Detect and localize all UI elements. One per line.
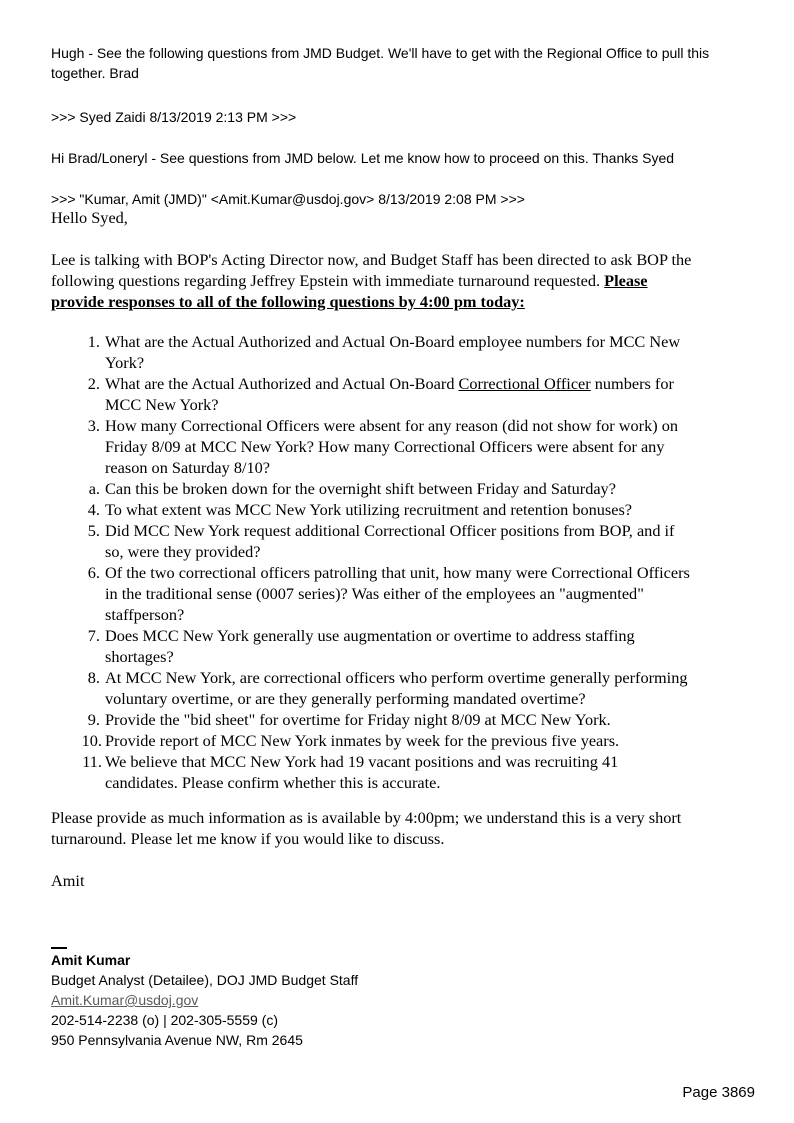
question-text: Provide the "bid sheet" for overtime for Friday night 8/09 at MCC New York. [105,710,611,729]
question-number: 7. [87,626,100,645]
request-deadline-start: Please [604,271,648,290]
question-number: 9. [87,710,100,729]
question-number: 4. [87,500,100,519]
question-text: At MCC New York, are correctional officers who perform overtime generally performing [105,668,688,687]
email-signature [51,950,551,1050]
question-text: staffperson? [105,605,185,624]
question-text: candidates. Please confirm whether this is accurate. [105,773,441,792]
question-underlined-term: Correctional Officer [458,374,591,393]
question-3 [51,415,761,478]
request-deadline: provide responses to all of the following questions by 4:00 pm today: [51,292,525,311]
question-number: 8. [87,668,100,687]
forward-header-syed: >>> Syed Zaidi 8/13/2019 2:13 PM >>> [51,109,297,125]
intro-paragraph [51,43,749,83]
question-text: Did MCC New York request additional Correctional Officer positions from BOP, and if [105,521,675,540]
question-text: shortages? [105,647,174,666]
question-text: in the traditional sense (0007 series)? Was either of the employees an "augmented" [105,584,644,603]
signature-title: Budget Analyst (Detailee), DOJ JMD Budget Staff [51,972,359,988]
syed-message: Hi Brad/Loneryl - See questions from JMD below. Let me know how to proceed on this. Thanks Syed [51,150,675,166]
subquestion-text: Can this be broken down for the overnight shift between Friday and Saturday? [105,479,616,498]
forward-header-kumar: >>> "Kumar, Amit (JMD)" <Amit.Kumar@usdoj.gov> 8/13/2019 2:08 PM >>> [51,191,525,207]
question-8 [51,667,761,709]
question-number: 11. [82,752,102,771]
question-2 [51,373,761,415]
question-number: 3. [87,416,100,435]
question-number: 1. [87,332,100,351]
question-5 [51,520,761,562]
request-line-1: Lee is talking with BOP's Acting Director now, and Budget Staff has been directed to ask BOP the [51,250,692,269]
request-line-3 [51,291,757,312]
signature-email-link[interactable]: Amit.Kumar@usdoj.gov [51,992,199,1008]
closing-line-2: turnaround. Please let me know if you would like to discuss. [51,829,445,848]
page-number: Page 3869 [682,1084,755,1101]
question-text: York? [105,353,145,372]
intro-line-1: Hugh - See the following questions from JMD Budget. We'll have to get with the Regional Office to pull this [51,45,710,61]
question-text: We believe that MCC New York had 19 vacant positions and was recruiting 41 [105,752,619,771]
question-7 [51,625,761,667]
closing-paragraph [51,807,763,849]
question-number: 2. [87,374,100,393]
question-text: voluntary overtime, or are they generally performing mandated overtime? [105,689,586,708]
signature-phone: 202-514-2238 (o) | 202-305-5559 (c) [51,1012,279,1028]
question-6 [51,562,761,625]
closing-line-1: Please provide as much information as is available by 4:00pm; we understand this is a very short [51,808,682,827]
question-3a [51,478,761,499]
question-text-part: numbers for [590,374,674,393]
signature-address: 950 Pennsylvania Avenue NW, Rm 2645 [51,1032,303,1048]
question-text: Of the two correctional officers patrolling that unit, how many were Correctional Officers [105,563,690,582]
signoff: Amit [51,871,85,890]
signature-name: Amit Kumar [51,952,131,968]
request-paragraph [51,249,757,312]
question-number: 10. [81,731,102,750]
question-text: Does MCC New York generally use augmentation or overtime to address staffing [105,626,635,645]
subquestion-letter: a. [88,479,100,498]
question-text: reason on Saturday 8/10? [105,458,271,477]
signature-divider [51,947,67,949]
question-9 [51,709,761,730]
question-11 [51,751,761,793]
question-text: so, were they provided? [105,542,261,561]
question-text: What are the Actual Authorized and Actual On-Board employee numbers for MCC New [105,332,681,351]
question-text: Provide report of MCC New York inmates by week for the previous five years. [105,731,620,750]
question-text: Friday 8/09 at MCC New York? How many Correctional Officers were absent for any [105,437,665,456]
question-10 [51,730,761,751]
question-text: How many Correctional Officers were absent for any reason (did not show for work) on [105,416,678,435]
question-1 [51,331,761,373]
question-number: 6. [87,563,100,582]
request-line-2-text: following questions regarding Jeffrey Epstein with immediate turnaround requested. [51,271,605,290]
intro-line-2: together. Brad [51,65,139,81]
questions-list [51,331,761,793]
request-line-2 [51,270,757,291]
question-text-part: What are the Actual Authorized and Actual On-Board [105,374,459,393]
greeting: Hello Syed, [51,208,128,227]
question-number: 5. [87,521,100,540]
question-text [105,373,761,394]
question-text: To what extent was MCC New York utilizing recruitment and retention bonuses? [105,500,633,519]
question-text: MCC New York? [105,395,219,414]
question-4 [51,499,761,520]
